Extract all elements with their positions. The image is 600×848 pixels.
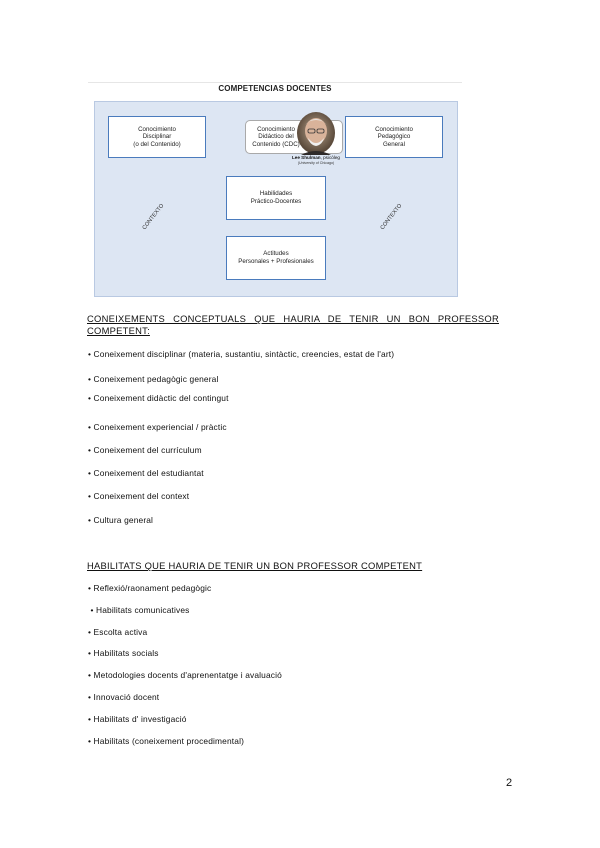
list-item: • Habilitats socials (88, 648, 159, 658)
list-item: • Reflexió/raonament pedagògic (88, 583, 212, 593)
list-item: • Coneixement didàctic del contingut (88, 393, 229, 403)
list-item: • Escolta activa (88, 627, 148, 637)
box-line: Didáctico del (258, 133, 294, 141)
box-line: Conocimiento (375, 125, 413, 133)
list-item: • Coneixement del estudiantat (88, 468, 204, 478)
box-line: Práctico-Docentes (250, 198, 302, 205)
portrait-caption-institution: (University of Chicago) (297, 161, 335, 165)
box-habilidades (226, 176, 326, 220)
list-item: • Coneixement disciplinar (materia, sustantiu, sintàctic, creencies, estat de l'art) (88, 349, 395, 359)
box-line: Actitudes (263, 250, 289, 258)
list-item: • Innovació docent (88, 692, 160, 702)
list-item: • Coneixement del context (88, 491, 190, 501)
list-item: • Coneixement pedagògic general (88, 374, 219, 384)
list-item: • Coneixement del currículum (88, 445, 202, 455)
portrait-caption-name: Lee Shulman, psicòleg (291, 155, 340, 160)
list-item: • Coneixement experiencial / pràctic (88, 422, 227, 432)
section-heading-habilitats: HABILITATS QUE HAURIA DE TENIR UN BON PROFESSOR COMPETENT (87, 560, 423, 571)
context-label-left: CONTEXTO (141, 202, 166, 232)
box-line: (o del Contenido) (133, 140, 181, 148)
list-item: • Habilitats (coneixement procedimental) (88, 736, 245, 746)
box-line: General (382, 140, 405, 148)
box-conocimiento-pedagogico (345, 116, 443, 158)
figure-title: COMPETENCIAS DOCENTES (218, 84, 332, 93)
box-line: Conocimiento (257, 125, 295, 133)
list-item: • Habilitats d' investigació (88, 714, 187, 724)
box-actitudes (226, 236, 326, 280)
box-line: Habilidades (259, 190, 293, 198)
list-item: • Habilitats comunicatives (88, 605, 190, 615)
context-label-right: CONTEXTO (379, 202, 404, 232)
portrait-photo-icon (296, 111, 336, 155)
list-item: • Cultura general (88, 515, 154, 525)
list-item: • Metodologies docents d'aprenentatge i avaluació (88, 670, 282, 680)
box-line: Pedagógico (377, 133, 411, 141)
box-line: Personales + Profesionales (238, 258, 314, 265)
box-line: Disciplinar (142, 133, 172, 141)
box-conocimiento-disciplinar (108, 116, 206, 158)
section-heading-conceptual: CONEIXEMENTS CONCEPTUALS QUE HAURIA DE TENIR UN BON PROFESSOR COMPETENT: (87, 313, 499, 336)
page-number: 2 (506, 777, 513, 789)
box-line: Conocimiento (138, 125, 176, 133)
box-line: Contenido (CDC) (252, 140, 300, 148)
figure-top-rule (88, 82, 462, 83)
